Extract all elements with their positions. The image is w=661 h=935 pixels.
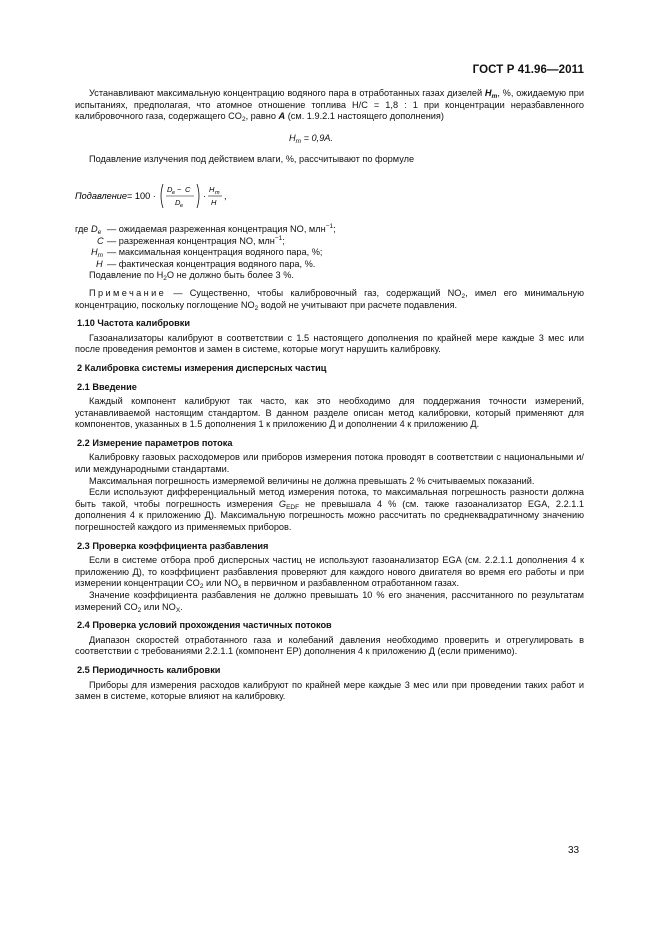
paragraph-hm: Устанавливают максимальную концентрацию водяного пара в отработанных газах дизелей $H_m$, %, ожидаемую при испытаниях, предполагая, что атомное отношение топлива H/C = 1,8 : 1 при концентрации неразбавленного калибровочного газа, содержащего $CO_2$, равно A (см. 1.9.2.1 настоящего дополнения) (75, 88, 584, 124)
page-number: 33 (568, 845, 580, 856)
definition-h: H — фактическая концентрация водяного пара, %. (96, 258, 316, 269)
definition-de: где $D_e$ — ожидаемая разреженная концентрация NO, млн$^{-1}$; (75, 222, 336, 236)
definition-list (75, 224, 584, 270)
standard-header: ГОСТ Р 41.96—2011 (472, 64, 584, 76)
paragraph-2-4: Диапазон скоростей отработанного газа и колебаний давления необходимо проверить и отрегулировать в соответствии с требованиями 2.2.1.1 (компонент EP) дополнения 4 к приложению Д (если применимо). (75, 634, 584, 657)
heading-2-1: 2.1 Введение (77, 381, 137, 392)
definition-hm: $H_m$ — максимальная концентрация водяного пара, %; (91, 247, 323, 260)
paragraph-h2o-limit: Подавление по $H_2O$ не должно быть более 3 %. (89, 270, 294, 283)
svg-text:H: H (211, 197, 217, 207)
paragraph-2-3-a: Если в системе отбора проб дисперсных частиц не используют газоанализатор EGA (см. 2.2.1.1 дополнения 4 к приложению Д), то коэффициент разбавления проверяют для каждого нового двигателя во время его работы и при измерении концентрации $CO_2$ или $NO_x$ в первичном и разбавленном отработанном газах. (75, 555, 584, 591)
svg-text:·: · (203, 190, 207, 201)
note-label: Примечание (89, 287, 167, 298)
heading-2: 2 Калибровка системы измерения дисперсных частиц (77, 362, 327, 373)
paragraph-2-1: Каждый компонент калибруют так часто, как это необходимо для поддержания точности измерений, устанавливаемой настоящим стандартом. В данном разделе описан метод калибровки, который применяют для компонентов, указанных в 1.5 дополнения 1 к приложению Д и дополнении 4 к приложению Д. (75, 396, 584, 430)
svg-text:−: − (177, 184, 182, 194)
paragraph-1-10: Газоанализаторы калибруют в соответствии с 1.5 настоящего дополнения по крайней мере каждые 3 мес или после проведения ремонтов и замен в системе, которые могут нарушить калибровку. (75, 332, 584, 355)
paragraph-2-2-b: Максимальная погрешность измеряемой величины не должна превышать 2 % считываемых показаний. (89, 475, 535, 486)
heading-2-5: 2.5 Периодичность калибровки (77, 664, 221, 675)
heading-2-2: 2.2 Измерение параметров потока (77, 437, 233, 448)
svg-text:Подавление: Подавление (75, 190, 128, 201)
svg-text:e: e (180, 202, 184, 209)
svg-text:,: , (224, 190, 227, 201)
definition-c: C — разреженная концентрация NO, млн$^{-1}$; (97, 234, 285, 246)
svg-text:H: H (209, 184, 215, 194)
formula-hm: $H_m = 0,9A$. (289, 132, 333, 145)
page-content (75, 88, 584, 703)
svg-text:C: C (185, 184, 191, 194)
paragraph-2-2-c: Если используют дифференциальный метод измерения потока, то максимальная погрешность разности должна быть такой, чтобы погрешность измерения $G_{EDF}$ не превышала 4 % (см. также газоанализатор EGA, 2.2.1.1 дополнения 4 к приложению Д). Максимальную погрешность можно рассчитать по среднеквадратичному значению погрешностей каждого из применяемых приборов. (75, 487, 584, 533)
formula-suppression-svg (75, 178, 275, 214)
note: Примечание — Существенно, чтобы калибровочный газ, содержащий $NO_2$, имел его минимальную концентрацию, поскольку поглощение $NO_2$ водой не учитывают при расчете подавления. (75, 287, 584, 312)
heading-2-3: 2.3 Проверка коэффициента разбавления (77, 540, 269, 551)
svg-text:= 100 ·: = 100 · (127, 190, 156, 201)
svg-text:D: D (175, 197, 181, 207)
paragraph-2-2-a: Калибровку газовых расходомеров или приборов измерения потока проводят в соответствии с национальными и/или международными стандартами. (75, 452, 584, 475)
svg-text:D: D (167, 184, 173, 194)
paragraph-2-5: Приборы для измерения расходов калибруют по крайней мере каждые 3 мес или при проведении таких работ и замен в системе, которые влияют на калибровку. (75, 679, 584, 702)
formula-suppression (75, 178, 584, 212)
paragraph-suppression: Подавление излучения под действием влаги, %, рассчитывают по формуле (89, 154, 415, 165)
svg-text:m: m (215, 189, 220, 196)
paragraph-2-3-b: Значение коэффициента разбавления не должно превышать 10 % его значения, рассчитанного по результатам измерений $CO_2$ или $NO_X$. (75, 590, 584, 614)
heading-2-4: 2.4 Проверка условий прохождения частичных потоков (77, 620, 332, 631)
heading-1-10: 1.10 Частота калибровки (77, 318, 191, 329)
svg-text:e: e (172, 189, 176, 196)
